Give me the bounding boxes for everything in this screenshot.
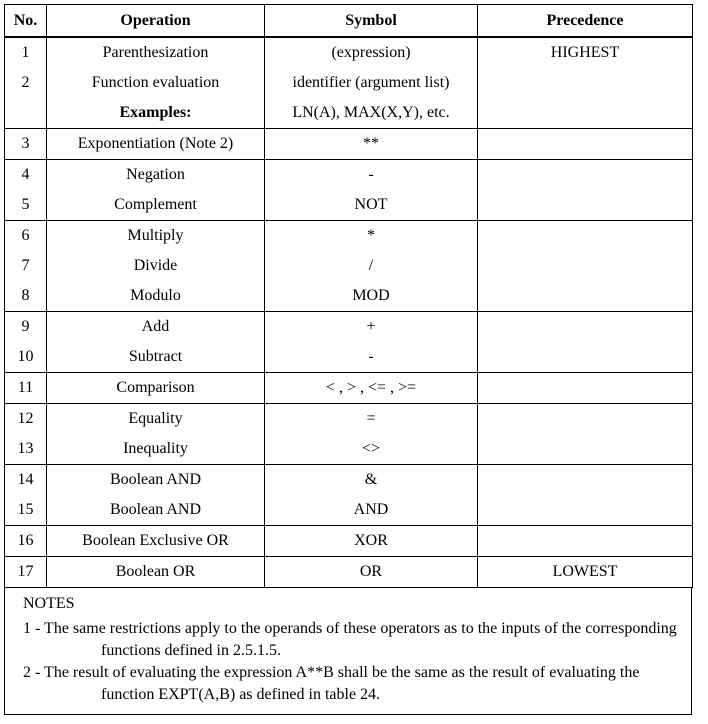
cell-symbol-line: LN(A), MAX(X,Y), etc. [292,104,450,121]
cell-symbol [265,557,478,588]
cell-no-line [5,98,46,128]
cell-precedence-line [478,434,692,464]
table-row [5,404,693,465]
cell-symbol-line: & [364,471,378,488]
cell-operation [47,404,265,465]
cell-precedence-line [478,281,692,311]
cell-no [5,465,47,526]
cell-symbol-line: * [367,227,375,244]
cell-symbol [265,312,478,373]
cell-operation-line: Subtract [128,348,183,365]
cell-no-line: 2 [21,74,30,91]
header-no: No. [5,5,47,38]
table-row [5,160,693,221]
cell-precedence-line [478,68,692,98]
cell-no-line: 12 [17,410,34,427]
notes-section [4,588,692,715]
row-group [5,129,693,160]
cell-precedence [478,160,693,221]
cell-symbol-line: = [366,410,376,427]
cell-symbol [265,404,478,465]
table-row [5,221,693,312]
row-group [5,404,693,465]
cell-precedence [478,312,693,373]
cell-operation-line: Modulo [130,287,181,304]
table-row [5,526,693,557]
cell-precedence-line [478,312,692,342]
header-row [5,5,693,38]
table-row [5,557,693,588]
cell-symbol [265,37,478,129]
cell-symbol-line: ** [363,135,379,152]
cell-symbol [265,465,478,526]
cell-no-line: 8 [21,287,30,304]
cell-precedence-line [478,98,692,128]
cell-no-line: 15 [17,501,34,518]
cell-no [5,160,47,221]
cell-symbol-line: identifier (argument list) [292,74,450,91]
cell-no-line: 3 [21,135,30,152]
notes-list [23,618,685,706]
cell-operation-line: Parenthesization [102,44,209,61]
cell-no-line: 11 [17,379,34,396]
cell-operation-line: Negation [126,166,185,183]
cell-no [5,129,47,160]
cell-no [5,312,47,373]
note-item: 2 - The result of evaluating the expression A**B shall be the same as the result of evaluating the function EXPT(A,B) as defined in table 24. [23,664,640,703]
cell-operation-line: Multiply [127,227,184,244]
cell-operation [47,37,265,129]
cell-operation-line: Equality [128,410,183,427]
cell-precedence-line: HIGHEST [550,44,620,61]
cell-symbol [265,526,478,557]
cell-no [5,526,47,557]
cell-no-line: 14 [17,471,34,488]
operators-table-container [4,4,692,715]
cell-no-line: 10 [17,348,34,365]
cell-symbol-line: + [366,318,376,335]
cell-operation-line: Boolean AND [109,471,202,488]
cell-precedence-line [478,373,692,403]
cell-symbol-line: AND [353,501,389,518]
cell-operation [47,526,265,557]
cell-no [5,37,47,129]
cell-symbol-line: <> [361,440,381,457]
table-row [5,312,693,373]
cell-no-line: 7 [21,257,30,274]
cell-symbol-line: OR [359,563,383,580]
cell-precedence [478,129,693,160]
cell-no [5,557,47,588]
cell-precedence-line [478,526,692,556]
cell-operation-line: Boolean OR [115,563,196,580]
cell-symbol-line: / [368,257,374,274]
cell-no-line: 6 [21,227,30,244]
row-group [5,557,693,588]
cell-operation [47,160,265,221]
table-row [5,373,693,404]
cell-precedence [478,404,693,465]
cell-symbol [265,373,478,404]
cell-operation-line: Inequality [123,440,188,457]
cell-no-line: 1 [21,44,30,61]
header-precedence: Precedence [478,5,693,38]
row-group [5,526,693,557]
cell-operation-line: Comparison [116,379,195,396]
cell-precedence-line [478,342,692,372]
cell-precedence-line [478,465,692,495]
cell-symbol [265,160,478,221]
header-operation: Operation [47,5,265,38]
notes-title: NOTES [23,595,75,612]
cell-no-line: 13 [17,440,34,457]
cell-operation-line: Add [141,318,170,335]
cell-operation-line: Boolean AND [109,501,202,518]
cell-no-line: 9 [21,318,30,335]
cell-no-line: 16 [17,532,34,549]
row-group [5,37,693,129]
note-item: 1 - The same restrictions apply to the operands of these operators as to the inputs of the corresponding functions defined in 2.5.1.5. [23,620,677,659]
cell-no [5,221,47,312]
cell-operation-line: Function evaluation [91,74,220,91]
cell-symbol-line: MOD [352,287,390,304]
cell-symbol-line: - [368,348,374,365]
cell-symbol-line: - [368,166,374,183]
table-row [5,129,693,160]
cell-operation [47,312,265,373]
cell-symbol-line: NOT [354,196,388,213]
cell-no [5,404,47,465]
cell-operation [47,373,265,404]
row-group [5,160,693,221]
cell-operation-line: Exponentiation (Note 2) [77,135,234,152]
cell-symbol-line: < , > , <= , >= [325,379,417,396]
cell-precedence [478,221,693,312]
cell-symbol [265,221,478,312]
cell-no [5,373,47,404]
table-row [5,37,693,129]
table-row [5,465,693,526]
row-group [5,373,693,404]
cell-no-line: 4 [21,166,30,183]
cell-symbol [265,129,478,160]
row-group [5,465,693,526]
cell-precedence-line [478,160,692,190]
cell-precedence [478,373,693,404]
cell-symbol-line: XOR [354,532,388,549]
cell-precedence-line [478,251,692,281]
cell-operation-line: Complement [114,196,197,213]
cell-operation-line: Examples: [119,104,192,121]
cell-operation [47,557,265,588]
cell-precedence [478,37,693,129]
cell-precedence-line [478,129,692,159]
cell-operation [47,129,265,160]
cell-precedence [478,526,693,557]
operators-table [4,4,693,588]
cell-precedence-line [478,221,692,251]
cell-precedence [478,557,693,588]
row-group [5,221,693,312]
cell-no-line: 17 [17,563,34,580]
cell-operation [47,465,265,526]
cell-operation-line: Boolean Exclusive OR [82,532,229,549]
cell-precedence-line: LOWEST [552,563,618,580]
cell-operation-line: Divide [133,257,178,274]
cell-precedence-line [478,190,692,220]
header-symbol: Symbol [265,5,478,38]
cell-symbol-line: (expression) [331,44,411,61]
cell-precedence-line [478,404,692,434]
cell-operation [47,221,265,312]
cell-precedence [478,465,693,526]
cell-no-line: 5 [21,196,30,213]
row-group [5,312,693,373]
cell-precedence-line [478,495,692,525]
